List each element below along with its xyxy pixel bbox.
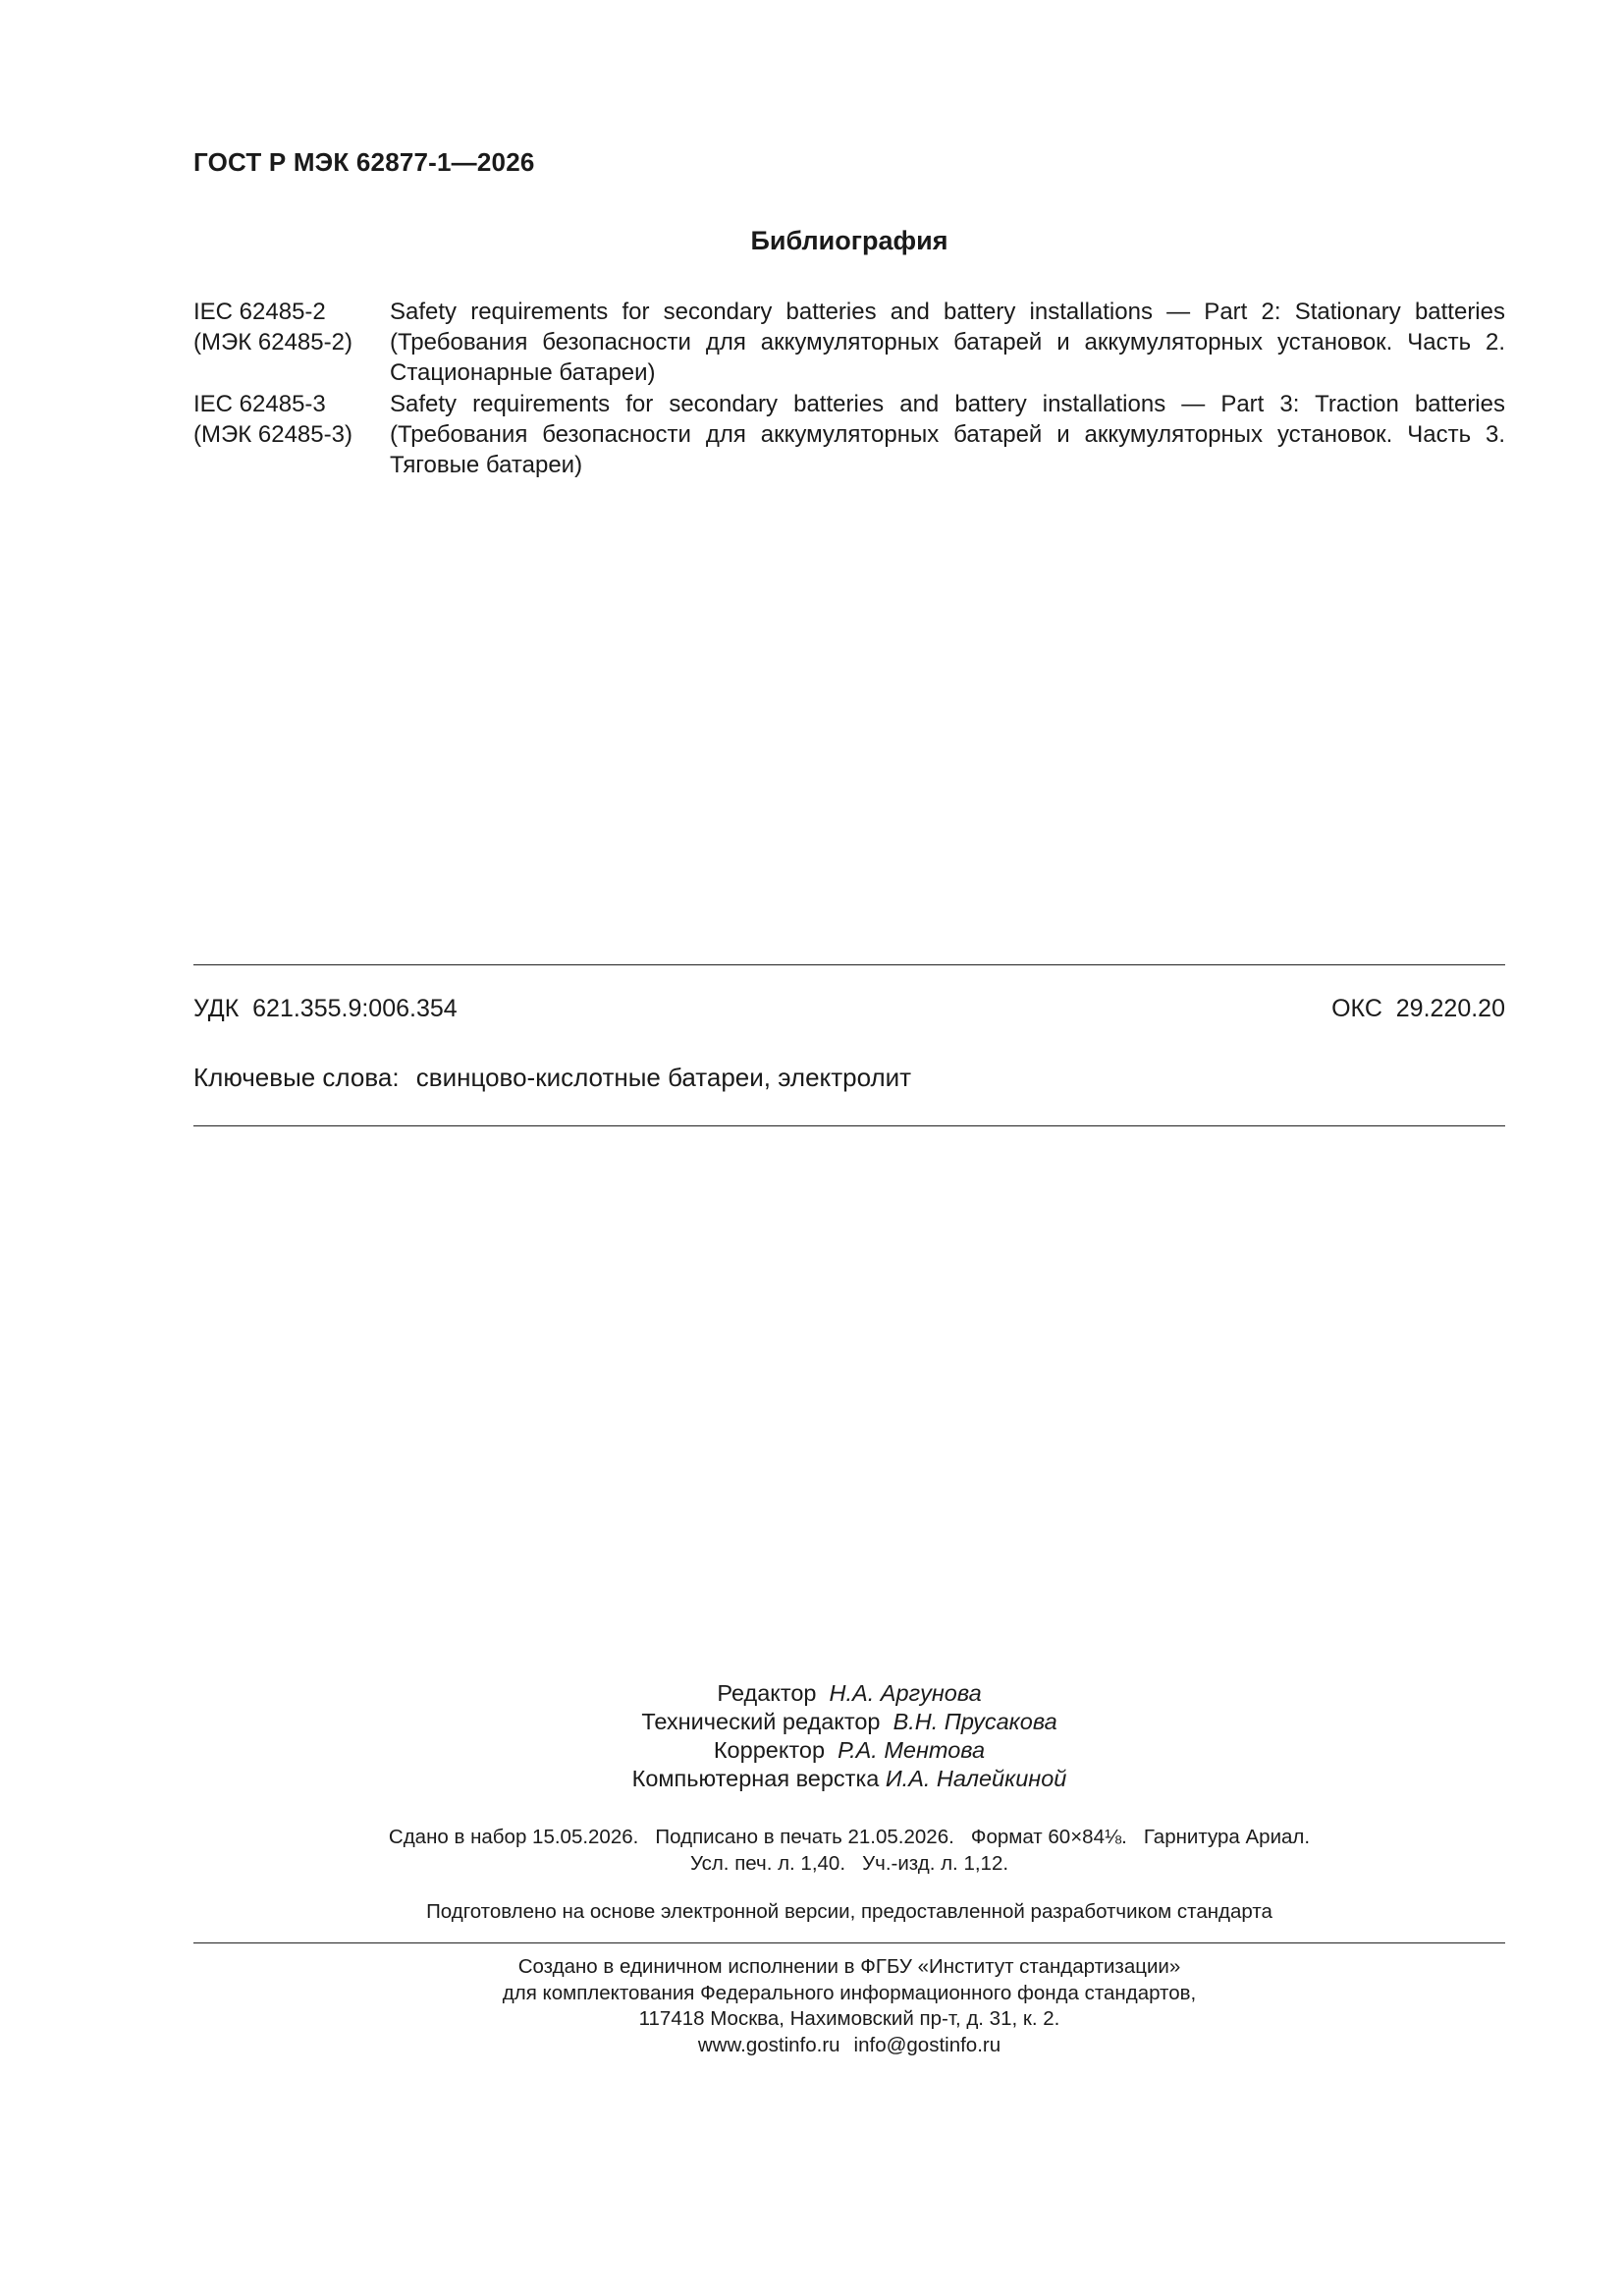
publisher-contacts [193,2033,1505,2059]
imprint-block [193,1824,1505,1877]
publisher-line-2: для комплектования Федерального информационного фонда стандартов, [502,1981,1197,2004]
layout-name: И.А. Налейкиной [885,1766,1067,1791]
corrector-role: Корректор [713,1737,826,1763]
keywords-value: свинцово-кислотные батареи, электролит [415,1063,912,1092]
divider-top [193,964,1505,965]
layout-role: Компьютерная верстка [631,1766,880,1791]
bibliography-entry [193,297,1505,388]
reference-description: Safety requirements for secondary batteries and battery installations — Part 2: Stationary batteries (Требования безопасности для аккумуляторных батарей и аккумуляторных установок. Часть 2. Стационарные батареи) [390,299,1505,386]
oks-code: ОКС 29.220.20 [1331,995,1505,1022]
divider-bottom [193,1125,1505,1126]
reference-description: Safety requirements for secondary batteries and battery installations — Part 3: Traction batteries (Требования безопасности для аккумуляторных батарей и аккумуляторных установок. Часть 3. Тяговые батареи) [390,391,1505,478]
imprint-line-2: Усл. печ. л. 1,40. Уч.-изд. л. 1,12. [689,1852,1009,1875]
tech-editor-role: Технический редактор [641,1709,881,1734]
divider-publisher [193,1942,1505,1943]
bibliography-title: Библиография [750,226,948,255]
reference-iec: IEC 62485-3 [193,391,326,417]
udk-code: УДК 621.355.9:006.354 [193,995,458,1022]
reference-mek: (МЭК 62485-2) [193,329,352,355]
website-link[interactable]: www.gostinfo.ru [697,2033,840,2056]
credits-block [193,1679,1505,1793]
editor-line [193,1679,1505,1708]
corrector-line [193,1736,1505,1765]
reference-mek: (МЭК 62485-3) [193,421,352,448]
imprint-line-1: Сдано в набор 15.05.2026. Подписано в печать 21.05.2026. Формат 60×84⅛. Гарнитура Ариал. [388,1826,1311,1848]
bibliography-entry [193,389,1505,480]
reference-iec: IEC 62485-2 [193,299,326,325]
editor-name: Н.А. Аргунова [829,1680,982,1706]
document-code: ГОСТ Р МЭК 62877-1—2026 [193,147,535,177]
reference-id [193,297,390,388]
bibliography-list [193,297,1505,481]
prepared-note: Подготовлено на основе электронной версии, предоставленной разработчиком стандарта [426,1900,1272,1923]
publisher-line-1: Создано в единичном исполнении в ФГБУ «Институт стандартизации» [517,1955,1181,1978]
keywords [193,1063,911,1093]
publisher-block [193,1954,1505,2058]
corrector-name: Р.А. Ментова [838,1737,986,1763]
editor-role: Редактор [717,1680,817,1706]
email-link[interactable]: info@gostinfo.ru [853,2033,1001,2056]
layout-line [193,1765,1505,1793]
tech-editor-name: В.Н. Прусакова [893,1709,1057,1734]
publisher-address: 117418 Москва, Нахимовский пр-т, д. 31, к. 2. [638,2007,1060,2030]
tech-editor-line [193,1708,1505,1736]
reference-id [193,389,390,480]
keywords-label: Ключевые слова: [193,1063,400,1092]
